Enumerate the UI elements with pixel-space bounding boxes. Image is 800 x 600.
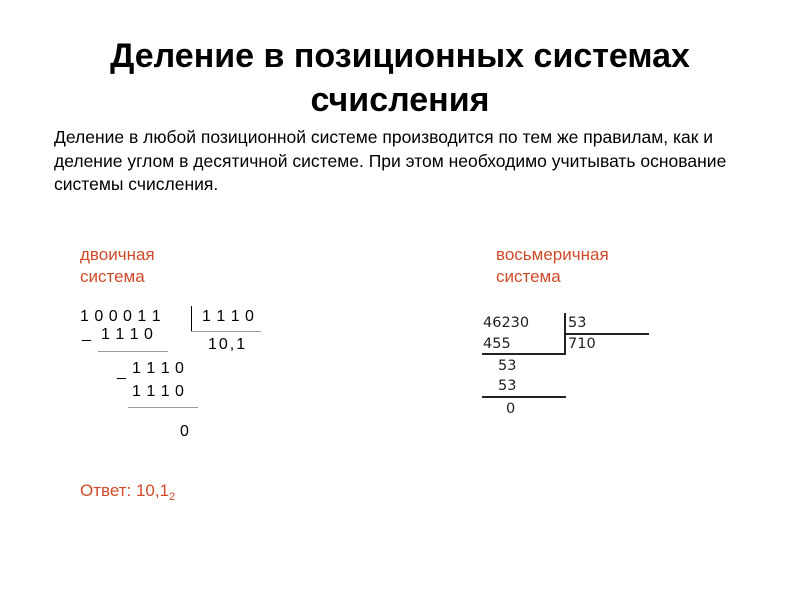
answer-base-subscript: 2 xyxy=(169,491,176,503)
binary-divisor: 1 1 1 0 xyxy=(202,308,255,325)
binary-quotient: 10,1 xyxy=(208,336,248,353)
title-line-1: Деление в позиционных системах xyxy=(110,37,690,75)
binary-subtrahend-1: 1 1 1 0 xyxy=(101,326,154,343)
binary-heading xyxy=(80,244,155,288)
octal-heading-line-1: восьмеричная xyxy=(496,245,609,264)
answer-label: Ответ: 10,1 xyxy=(80,481,170,500)
binary-remainder-1: 1 1 1 0 xyxy=(132,360,185,377)
binary-dividend: 1 0 0 0 1 1 xyxy=(80,308,162,325)
octal-subtrahend-2: 53 xyxy=(498,378,517,394)
binary-minus-sign-2: _ xyxy=(117,363,126,380)
binary-heading-line-2: система xyxy=(80,267,145,286)
octal-heading xyxy=(496,244,609,288)
title-line-2: счисления xyxy=(310,81,490,119)
binary-minus-sign-1: _ xyxy=(82,325,91,342)
octal-divisor: 53 xyxy=(568,315,587,331)
binary-rule-2 xyxy=(128,407,198,408)
octal-quotient: 710 xyxy=(568,336,596,352)
octal-final-remainder: 0 xyxy=(506,401,516,417)
binary-final-remainder: 0 xyxy=(180,423,190,440)
binary-heading-line-1: двоичная xyxy=(80,245,155,264)
binary-answer xyxy=(80,480,175,508)
octal-subtrahend-1: 455 xyxy=(483,336,511,352)
octal-rule-2 xyxy=(482,396,566,398)
octal-rule-1 xyxy=(482,353,566,355)
intro-paragraph: Деление в любой позиционной системе производится по тем же правилам, как и деление углом в десятичной системе. При этом необходимо учитывать основание системы счисления. xyxy=(54,127,727,194)
octal-dividend: 46230 xyxy=(483,315,530,331)
slide-title xyxy=(0,34,800,122)
octal-remainder-1: 53 xyxy=(498,358,517,374)
binary-rule-1 xyxy=(98,351,168,352)
binary-divider-vertical xyxy=(191,306,192,332)
binary-subtrahend-2: 1 1 1 0 xyxy=(132,383,185,400)
octal-divider-horizontal xyxy=(564,333,649,335)
binary-divider-horizontal xyxy=(191,331,261,332)
octal-heading-line-2: система xyxy=(496,267,561,286)
